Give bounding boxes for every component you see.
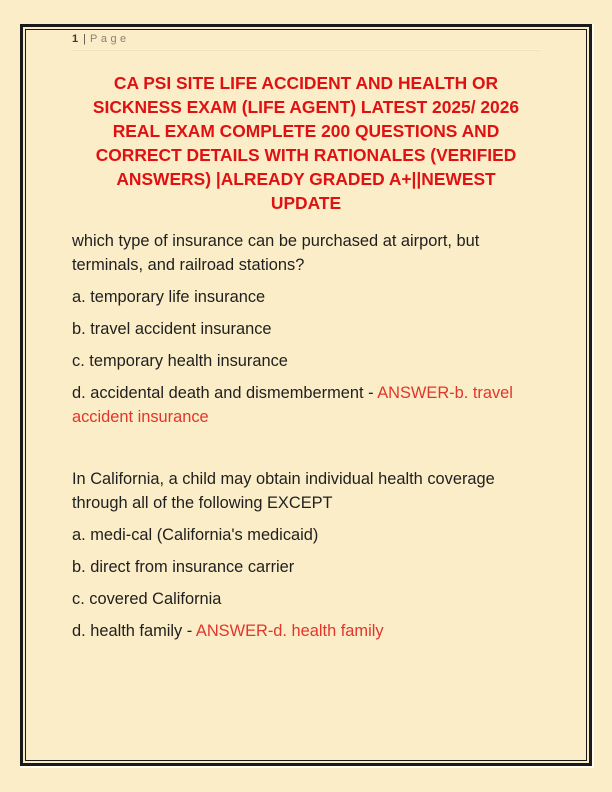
question-block-1	[72, 229, 540, 429]
title-line-6: UPDATE	[270, 193, 342, 213]
page-content	[72, 33, 540, 643]
option-a: a. medi-cal (California's medicaid)	[72, 526, 319, 544]
question-text: In California, a child may obtain individual health coverage through all of the following EXCEPT	[72, 470, 495, 512]
option-b: b. travel accident insurance	[72, 320, 272, 338]
answer-text: ANSWER-b. travel accident insurance	[72, 384, 513, 426]
document-title	[75, 71, 537, 215]
question-gap	[72, 429, 540, 453]
option-d-with-answer	[72, 381, 540, 429]
title-line-3: REAL EXAM COMPLETE 200 QUESTIONS AND	[112, 121, 500, 141]
option-b: b. direct from insurance carrier	[72, 558, 295, 576]
title-line-5: ANSWERS) |ALREADY GRADED A+||NEWEST	[116, 169, 496, 189]
title-line-4: CORRECT DETAILS WITH RATIONALES (VERIFIED	[95, 145, 517, 165]
title-line-2: SICKNESS EXAM (LIFE AGENT) LATEST 2025/ 2026	[92, 97, 520, 117]
option-d-text: d. health family -	[72, 622, 196, 640]
header-rule	[72, 50, 540, 51]
option-d-with-answer	[72, 619, 540, 643]
option-a: a. temporary life insurance	[72, 288, 266, 306]
header-separator: |	[83, 33, 86, 45]
option-c: c. covered California	[72, 590, 222, 608]
question-text: which type of insurance can be purchased at airport, but terminals, and railroad stations?	[72, 232, 480, 274]
option-c: c. temporary health insurance	[72, 352, 288, 370]
answer-text: ANSWER-d. health family	[195, 622, 384, 640]
page-number: 1	[72, 33, 80, 45]
page-header	[72, 33, 540, 51]
title-line-1: CA PSI SITE LIFE ACCIDENT AND HEALTH OR	[113, 73, 499, 93]
option-d-text: d. accidental death and dismemberment -	[72, 384, 378, 402]
page-label: Page	[89, 33, 130, 45]
question-block-2	[72, 467, 540, 643]
